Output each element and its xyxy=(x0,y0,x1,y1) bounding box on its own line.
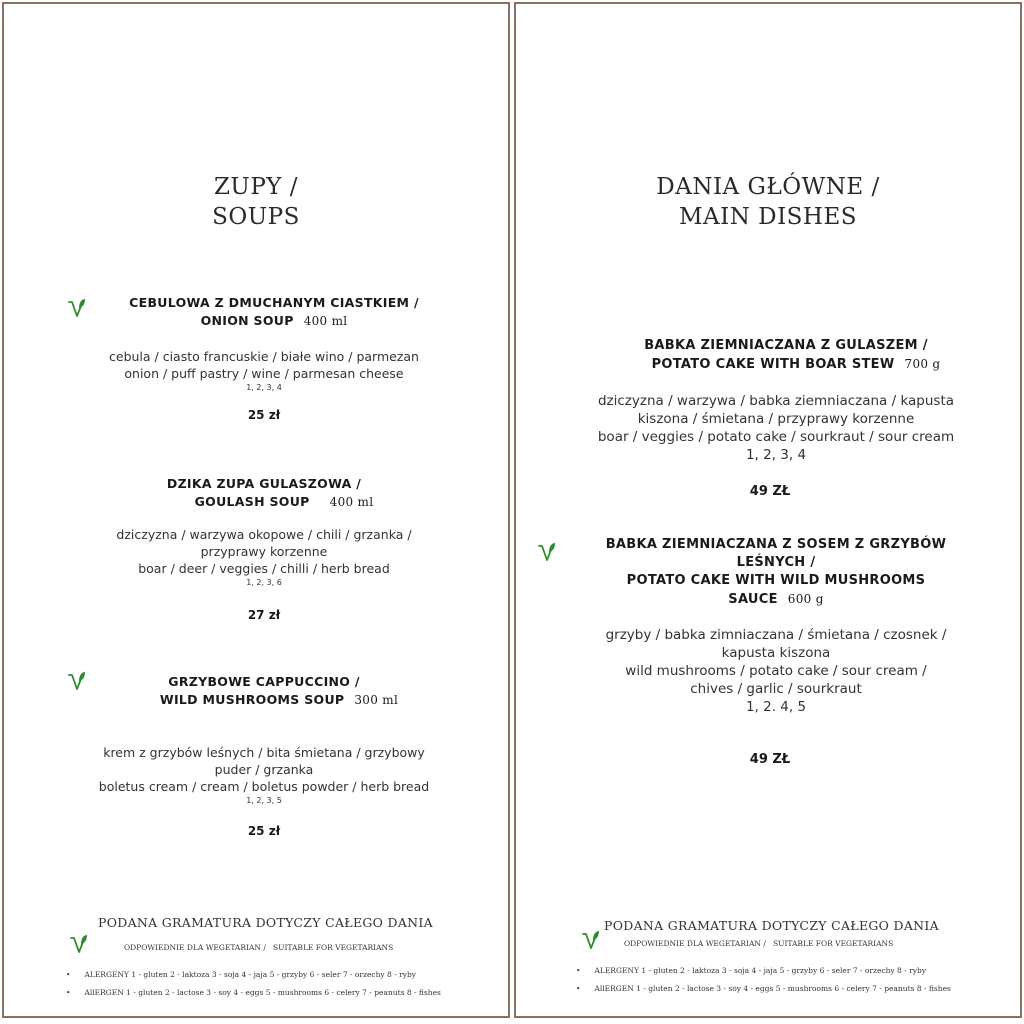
allergen-legend-en: • AllERGEN 1 - gluten 2 - lactose 3 - soy 4 - eggs 5 - mushrooms 6 - celery 7 - peanuts 8 - fishes xyxy=(576,984,951,993)
ingredients-en: boletus cream / cream / boletus powder / herb bread xyxy=(98,779,430,794)
dish-price: 49 ZŁ xyxy=(749,752,791,767)
portion-note: PODANA GRAMATURA DOTYCZY CAŁEGO DANIA xyxy=(98,915,433,930)
dish-name-line: ONION SOUP xyxy=(200,313,294,328)
vegetarian-legend: ODPOWIEDNIE DLA WEGETARIAN / SUITABLE FOR VEGETARIANS xyxy=(124,943,394,952)
allergen-text: AllERGEN 1 - gluten 2 - lactose 3 - soy 4 - eggs 5 - mushrooms 6 - celery 7 - peanuts 8 - fishes xyxy=(594,984,951,993)
dish-name-line: BABKA ZIEMNIACZANA Z GULASZEM / xyxy=(644,338,928,353)
allergen-numbers: 1, 2, 3, 6 xyxy=(246,578,282,587)
ingredients-pl: kiszona / śmietana / przyprawy korzenne xyxy=(637,411,915,427)
dish-weight: 600 g xyxy=(787,592,824,606)
dish-name-line: DZIKA ZUPA GULASZOWA / xyxy=(166,476,362,491)
allergen-text: ALERGENY 1 - gluten 2 - laktoza 3 - soja 4 - jaja 5 - grzyby 6 - seler 7 - orzechy 8 - ryby xyxy=(84,970,416,979)
allergen-text: ALERGENY 1 - gluten 2 - laktoza 3 - soja 4 - jaja 5 - grzyby 6 - seler 7 - orzechy 8 - ryby xyxy=(594,966,926,975)
ingredients-pl: dziczyzna / warzywa okopowe / chili / grzanka / xyxy=(116,527,412,542)
dish-name xyxy=(576,337,996,374)
allergen-numbers: 1, 2, 3, 4 xyxy=(246,383,282,392)
vegetarian-leaf-icon xyxy=(68,671,86,693)
ingredients-pl: dziczyzna / warzywa / babka ziemniaczana / kapusta xyxy=(597,393,955,409)
allergen-numbers: 1, 2. 4, 5 xyxy=(745,699,807,715)
dish-weight: 300 ml xyxy=(354,693,399,707)
portion-note: PODANA GRAMATURA DOTYCZY CAŁEGO DANIA xyxy=(604,918,939,933)
ingredients-en: chives / garlic / sourkraut xyxy=(690,681,862,697)
ingredients-en: wild mushrooms / potato cake / sour cream / xyxy=(625,663,927,679)
dish-price: 49 ZŁ xyxy=(749,484,791,499)
title-line: ZUPY / xyxy=(213,174,299,200)
dish-name-line: POTATO CAKE WITH BOAR STEW xyxy=(651,357,895,372)
ingredients-en: boar / deer / veggies / chilli / herb bread xyxy=(138,561,390,576)
dish-name xyxy=(94,673,434,709)
dish-name xyxy=(566,536,986,609)
allergen-legend-en: • AllERGEN 1 - gluten 2 - lactose 3 - soy 4 - eggs 5 - mushrooms 6 - celery 7 - peanuts 8 - fishes xyxy=(66,988,441,997)
ingredients-pl: grzyby / babka zimniaczana / śmietana / czosnek / xyxy=(605,627,947,643)
ingredients-en: boar / veggies / potato cake / sourkraut / sour cream xyxy=(597,429,955,445)
dish-name-line: GRZYBOWE CAPPUCCINO / xyxy=(168,674,360,689)
allergen-text: AllERGEN 1 - gluten 2 - lactose 3 - soy 4 - eggs 5 - mushrooms 6 - celery 7 - peanuts 8 - fishes xyxy=(84,988,441,997)
title-line: SOUPS xyxy=(212,204,300,230)
dish-price: 25 zł xyxy=(247,408,281,422)
dish-name-line: SAUCE xyxy=(728,592,778,607)
dish-name-line: LEŚNYCH / xyxy=(736,555,816,570)
ingredients-en: onion / puff pastry / wine / parmesan cheese xyxy=(124,366,404,381)
title-line: MAIN DISHES xyxy=(678,204,858,230)
dish-weight: 400 ml xyxy=(303,314,348,328)
vegetarian-leaf-icon xyxy=(70,934,88,956)
ingredients-pl: przyprawy korzenne xyxy=(200,544,328,559)
ingredients-pl: cebula / ciasto francuskie / białe wino / parmezan xyxy=(109,349,419,364)
dish-name-line: GOULASH SOUP xyxy=(194,494,310,509)
ingredients-pl: puder / grzanka xyxy=(214,762,314,777)
vegetarian-leaf-icon xyxy=(538,542,556,564)
dish-name-line: CEBULOWA Z DMUCHANYM CIASTKIEM / xyxy=(129,295,419,310)
dish-price: 27 zł xyxy=(247,608,281,622)
page-title xyxy=(516,172,1020,232)
allergen-legend-pl: • ALERGENY 1 - gluten 2 - laktoza 3 - soja 4 - jaja 5 - grzyby 6 - seler 7 - orzechy 8 - ryby xyxy=(66,970,416,979)
page-title xyxy=(4,172,508,232)
ingredients-pl: kapusta kiszona xyxy=(721,645,831,661)
allergen-numbers: 1, 2, 3, 5 xyxy=(246,796,282,805)
dish-name-line: POTATO CAKE WITH WILD MUSHROOMS xyxy=(626,573,926,588)
menu-page-soups xyxy=(2,2,510,1018)
vegetarian-leaf-icon xyxy=(68,298,86,320)
dish-name-line: BABKA ZIEMNIACZANA Z SOSEM Z GRZYBÓW xyxy=(605,537,947,552)
dish-name xyxy=(104,294,444,330)
dish-price: 25 zł xyxy=(247,824,281,838)
dish-ingredients xyxy=(24,348,504,394)
dish-ingredients xyxy=(526,626,1024,716)
allergen-legend-pl: • ALERGENY 1 - gluten 2 - laktoza 3 - soja 4 - jaja 5 - grzyby 6 - seler 7 - orzechy 8 - ryby xyxy=(576,966,926,975)
menu-page-main-dishes xyxy=(514,2,1022,1018)
ingredients-pl: krem z grzybów leśnych / bita śmietana / grzybowy xyxy=(103,745,425,760)
vegetarian-legend: ODPOWIEDNIE DLA WEGETARIAN / SUITABLE FOR VEGETARIANS xyxy=(624,939,894,948)
dish-name-line: WILD MUSHROOMS SOUP xyxy=(159,692,345,707)
dish-weight: 400 ml xyxy=(329,495,374,509)
vegetarian-leaf-icon xyxy=(582,930,600,952)
dish-name xyxy=(84,475,444,511)
allergen-numbers: 1, 2, 3, 4 xyxy=(745,447,807,463)
dish-ingredients xyxy=(526,392,1024,464)
dish-weight: 700 g xyxy=(904,357,941,371)
dish-ingredients xyxy=(24,744,504,807)
dish-ingredients xyxy=(24,526,504,589)
title-line: DANIA GŁÓWNE / xyxy=(656,174,880,200)
